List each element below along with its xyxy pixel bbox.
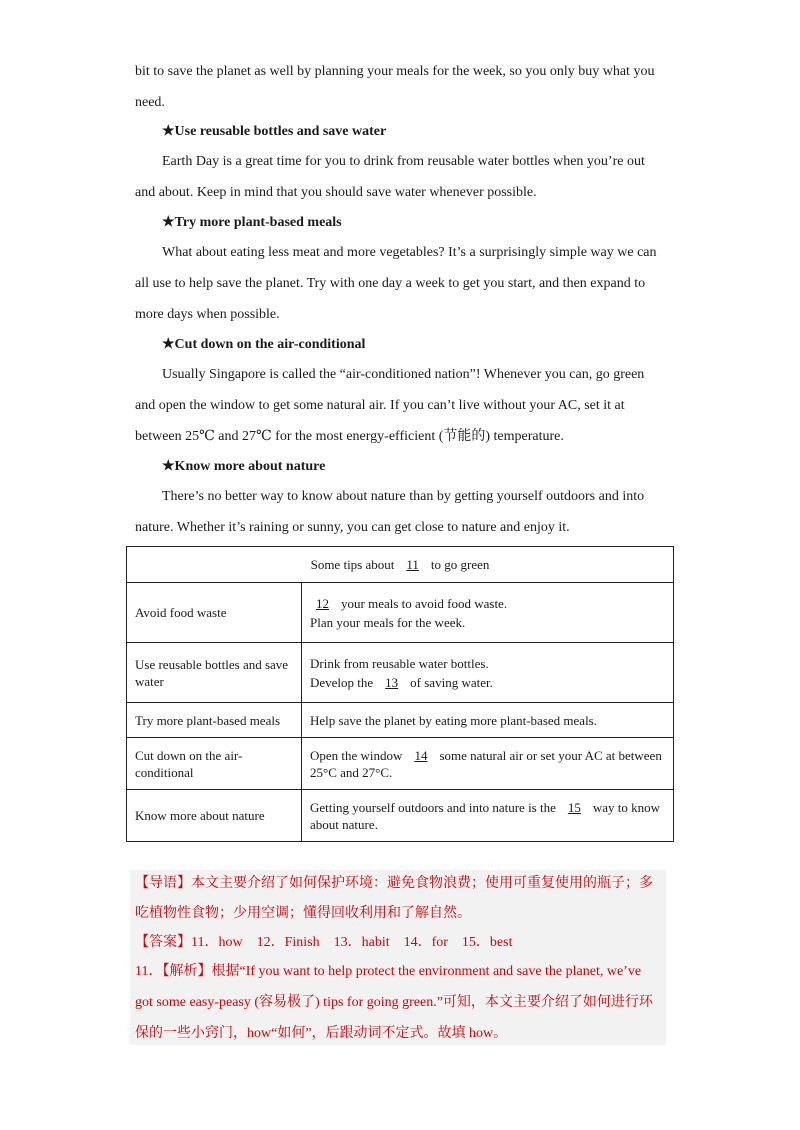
passage-line: Usually Singapore is called the “air-conditioned nation”! Whenever you can, go green [162,367,645,382]
blank-13: 13 [385,674,399,690]
passage-line: and about. Keep in mind that you should save water whenever possible. [135,185,537,200]
cell-text: your meals to avoid food waste. [341,595,508,611]
passage-line: and open the window to get some natural air. If you can’t live without your AC, set it at [135,398,625,413]
table-row [127,583,674,643]
answer-section-background [130,870,666,1045]
table-title-cell [127,547,674,583]
title-text: Some tips about [310,557,395,572]
cell-text: Plan your meals for the week. [310,614,466,630]
row-label: Try more plant-based meals [127,703,302,738]
row-label: Avoid food waste [127,583,302,643]
row-content [302,790,674,842]
section-heading-air-conditional: ★Cut down on the air-conditional [162,337,366,352]
row-label: Use reusable bottles and save water [127,643,302,703]
table-title-row [127,547,674,583]
row-content [302,738,674,790]
section-heading-plant-meals: ★Try more plant-based meals [162,215,342,230]
cell-text: Develop the [310,674,374,690]
table-row [127,738,674,790]
section-heading-bottles: ★Use reusable bottles and save water [162,124,387,139]
cell-text: some natural air or set your AC at between 25°C and 27°C. [310,747,662,780]
passage-line: Earth Day is a great time for you to drink from reusable water bottles when you’re out [162,154,645,169]
cell-text: Drink from reusable water bottles. [310,655,489,671]
table-row [127,790,674,842]
table-row [127,643,674,703]
cell-text: Getting yourself outdoors and into nature is the [310,799,556,815]
passage-line: There’s no better way to know about nature than by getting yourself outdoors and into [162,489,645,504]
cell-text: way to know about nature. [310,799,661,832]
passage-line: all use to help save the planet. Try with one day a week to get you start, and then expand to [135,276,646,291]
passage-line: bit to save the planet as well by planning your meals for the week, so you only buy what you [135,64,655,79]
tips-table [126,546,674,842]
guide-text: 【导语】本文主要介绍了如何保护环境：避免食物浪费；使用可重复使用的瓶子；多 [135,876,653,891]
explanation-text: 保的一些小窍门，how“如何”，后跟动词不定式。故填 how。 [135,1026,508,1041]
cell-text: Open the window [310,747,403,763]
passage-line: between 25℃ and 27℃ for the most energy-efficient (节能的) temperature. [135,429,564,444]
guide-text: 吃植物性食物；少用空调；懂得回收利用和了解自然。 [135,906,471,921]
row-label: Cut down on the air-conditional [127,738,302,790]
table-row [127,703,674,738]
passage-line: more days when possible. [135,307,280,322]
passage-line: What about eating less meat and more vegetables? It’s a surprisingly simple way we can [162,245,657,260]
answer-key: 【答案】11．how 12．Finish 13．habit 14．for 15．best [135,935,513,950]
row-content: Help save the planet by eating more plant-based meals. [302,703,674,738]
cell-text: of saving water. [410,674,493,690]
passage-line: nature. Whether it’s raining or sunny, you can get close to nature and enjoy it. [135,520,570,535]
blank-11: 11 [406,557,419,572]
section-heading-nature: ★Know more about nature [162,459,326,474]
row-content [302,643,674,703]
explanation-text: got some easy-peasy (容易极了) tips for going green.”可知，本文主要介绍了如何进行环 [135,995,653,1010]
explanation-text: 11．【解析】根据“If you want to help protect the environment and save the planet, we’ve [135,964,642,979]
blank-14: 14 [414,747,428,763]
row-label: Know more about nature [127,790,302,842]
title-text: to go green [430,557,490,572]
blank-15: 15 [567,799,581,815]
blank-12: 12 [316,595,329,611]
passage-line: need. [135,95,165,110]
row-content [302,583,674,643]
